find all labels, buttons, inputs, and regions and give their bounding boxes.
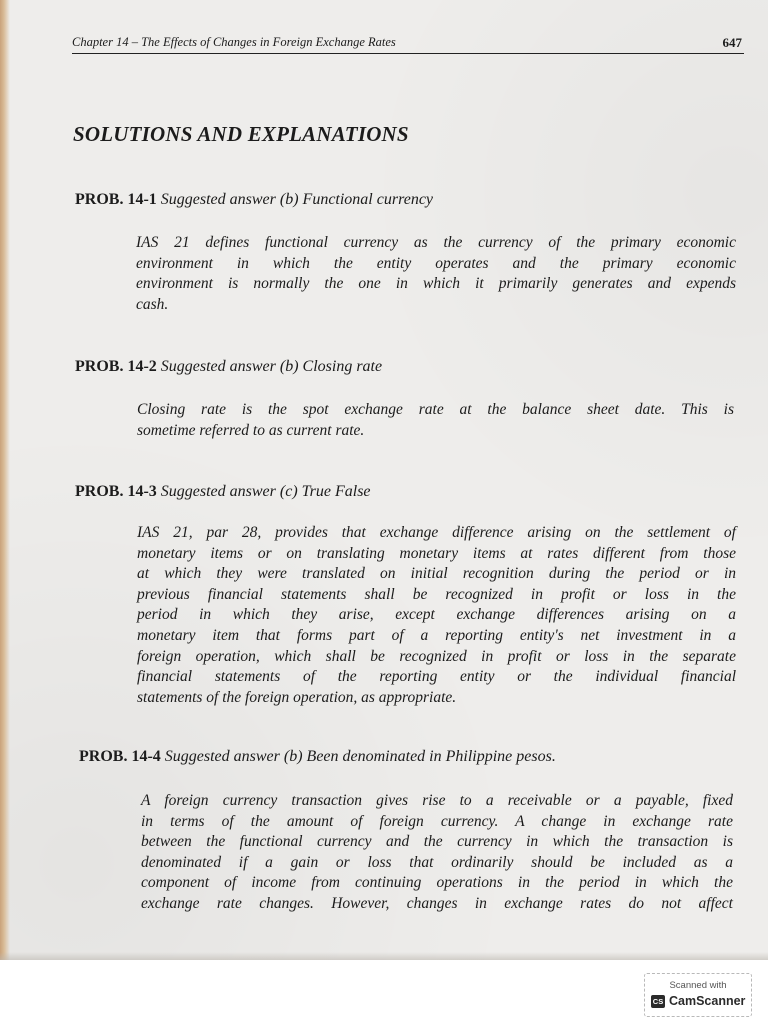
problem-label: PROB. 14-1 — [75, 191, 157, 208]
scanned-with-text: Scanned with — [669, 980, 727, 991]
problem-explanation — [137, 523, 736, 708]
chapter-title: Chapter 14 – The Effects of Changes in Foreign Exchange Rates — [72, 35, 396, 49]
problem-heading — [75, 191, 433, 209]
explanation-line: statements of the foreign operation, as appropriate. — [137, 688, 457, 706]
running-header — [72, 33, 744, 54]
problem-heading — [79, 748, 556, 766]
camscanner-brand: CamScanner — [669, 994, 746, 1008]
explanation-line: Closing rate is the spot exchange rate at the balance sheet date. This is — [137, 401, 734, 418]
explanation-line: between the functional currency and the currency in which the transaction is — [141, 833, 733, 851]
explanation-line: in terms of the amount of foreign currency. A change in exchange rate — [141, 812, 733, 830]
problem-heading — [75, 483, 371, 501]
explanation-line: previous financial statements shall be recognized in profit or loss in the — [137, 585, 736, 603]
problem-label: PROB. 14-4 — [79, 748, 161, 765]
explanation-line: component of income from continuing operations in the period in which the — [141, 874, 733, 892]
explanation-line: monetary item that forms part of a reporting entity's net investment in a — [137, 626, 736, 644]
problem-answer: Suggested answer (b) Closing rate — [160, 358, 383, 375]
problem-answer: Suggested answer (b) Been denominated in Philippine pesos. — [164, 748, 556, 765]
page-bottom-shadow — [0, 952, 768, 960]
explanation-line: exchange rate changes. However, changes in exchange rates do not affect — [141, 894, 733, 912]
camscanner-watermark — [644, 973, 752, 1017]
explanation-line: period in which they arise, except exchange differences arising on a — [137, 606, 736, 624]
explanation-line: cash. — [136, 295, 169, 313]
explanation-line: environment is normally the one in which it primarily generates and expends — [136, 275, 736, 293]
explanation-line: at which they were translated on initial recognition during the period or in — [137, 565, 736, 583]
explanation-line: sometime referred to as current rate. — [137, 421, 365, 439]
explanation-line: A foreign currency transaction gives rise to a receivable or a payable, fixed — [141, 792, 733, 809]
problem-explanation — [136, 233, 736, 315]
problem-heading — [75, 358, 382, 376]
explanation-line: monetary items or on translating monetary items at rates different from those — [137, 544, 736, 562]
camscanner-logo-icon: CS — [652, 997, 664, 1006]
page-number: 647 — [722, 35, 742, 50]
explanation-line: financial statements of the reporting entity or the individual financial — [137, 668, 736, 686]
explanation-line: IAS 21 defines functional currency as the currency of the primary economic — [136, 234, 736, 251]
explanation-line: denominated if a gain or loss that ordinarily should be included as a — [141, 853, 733, 871]
explanation-line: foreign operation, which shall be recognized in profit or loss in the separate — [137, 647, 736, 665]
problem-label: PROB. 14-2 — [75, 358, 157, 375]
problem-explanation — [141, 791, 733, 915]
problem-explanation — [137, 400, 734, 441]
problem-answer: Suggested answer (c) True False — [160, 483, 371, 500]
page-edge — [0, 0, 10, 960]
explanation-line: IAS 21, par 28, provides that exchange difference arising on the settlement of — [137, 524, 736, 541]
explanation-line: environment in which the entity operates and the primary economic — [136, 254, 736, 272]
problem-label: PROB. 14-3 — [75, 483, 157, 500]
problem-answer: Suggested answer (b) Functional currency — [160, 191, 434, 208]
section-title: SOLUTIONS AND EXPLANATIONS — [73, 122, 409, 146]
